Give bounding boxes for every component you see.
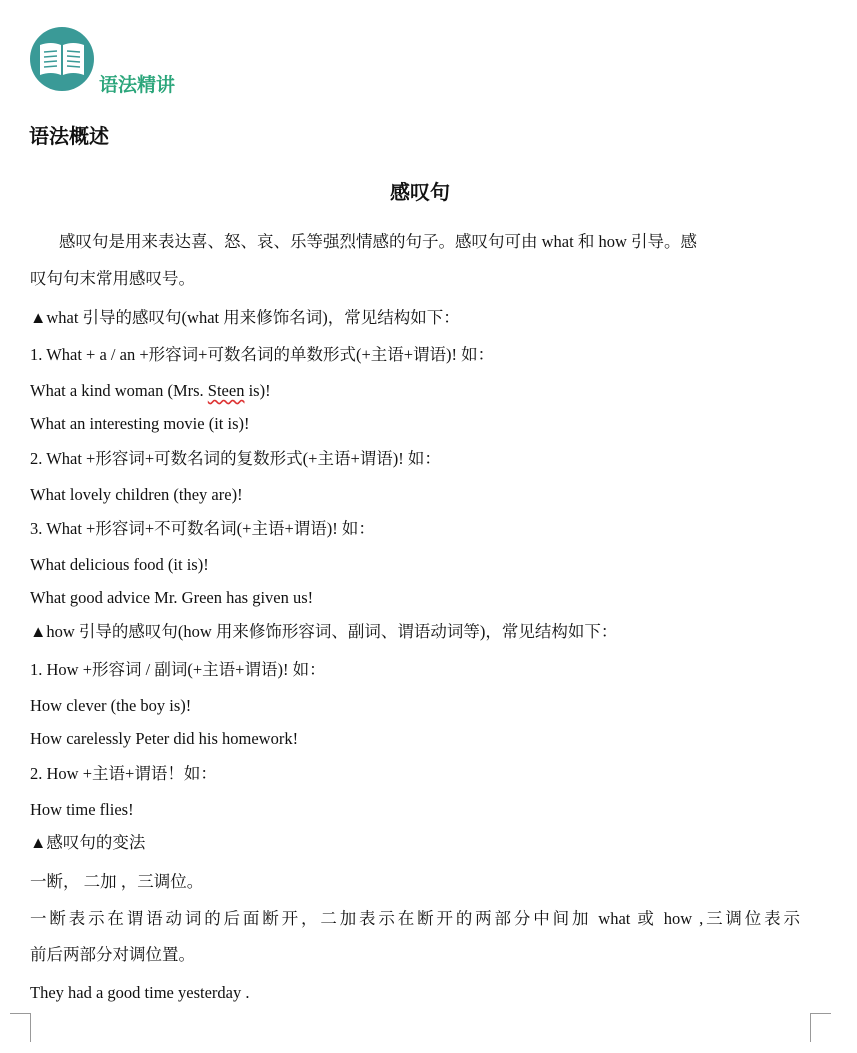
- section-label: 语法精讲: [99, 74, 176, 96]
- what-example-1a: [30, 380, 271, 402]
- what-example-2: What lovely children (they are)!: [30, 485, 243, 504]
- variation-explain-1: 一断表示在谓语动词的后面断开，二加表示在断开的两部分中间加 what 或 how ,三调位表示: [30, 909, 800, 928]
- page-corner-mark-left: [10, 1013, 31, 1042]
- how-rule-1: 1. How +形容词 / 副词(+主语+谓语)! 如：: [30, 660, 326, 679]
- variation-steps: 一断， 二加 ，三调位。: [30, 872, 204, 891]
- variation-example: They had a good time yesterday .: [30, 983, 250, 1002]
- variation-explain-2: 前后两部分对调位置。: [30, 945, 195, 964]
- what-example-1b: What an interesting movie (it is)!: [30, 414, 250, 433]
- open-book-icon: [30, 27, 94, 91]
- intro-line-2: 叹句句末常用感叹号。: [30, 269, 195, 288]
- what-heading: ▲what 引导的感叹句(what 用来修饰名词)，常见结构如下：: [30, 308, 460, 327]
- intro-line-1: 感叹句是用来表达喜、怒、哀、乐等强烈情感的句子。感叹句可由 what 和 how 引导。感: [59, 232, 697, 251]
- variation-heading: ▲感叹句的变法: [30, 833, 146, 852]
- example-text: is)!: [244, 381, 271, 400]
- section-badge: [30, 27, 94, 91]
- how-example-1a: How clever (the boy is)!: [30, 696, 192, 715]
- how-heading: ▲how 引导的感叹句(how 用来修饰形容词、副词、谓语动词等)，常见结构如下：: [30, 622, 618, 641]
- example-text: What a kind woman (Mrs.: [30, 381, 208, 400]
- what-example-3a: What delicious food (it is)!: [30, 555, 209, 574]
- how-example-1b: How carelessly Peter did his homework!: [30, 729, 299, 748]
- how-rule-2: 2. How +主语+谓语！如：: [30, 764, 217, 783]
- what-example-3b: What good advice Mr. Green has given us!: [30, 588, 314, 607]
- what-rule-3: 3. What +形容词+不可数名词(+主语+谓语)! 如：: [30, 519, 375, 538]
- spellcheck-word: Steen: [207, 381, 245, 400]
- page-corner-mark-right: [810, 1013, 831, 1042]
- how-example-2: How time flies!: [30, 800, 134, 819]
- overview-heading: 语法概述: [29, 124, 109, 148]
- page-title: 感叹句: [390, 180, 450, 204]
- what-rule-1: 1. What + a / an +形容词+可数名词的单数形式(+主语+谓语)! 如：: [30, 345, 495, 364]
- what-rule-2: 2. What +形容词+可数名词的复数形式(+主语+谓语)! 如：: [30, 449, 441, 468]
